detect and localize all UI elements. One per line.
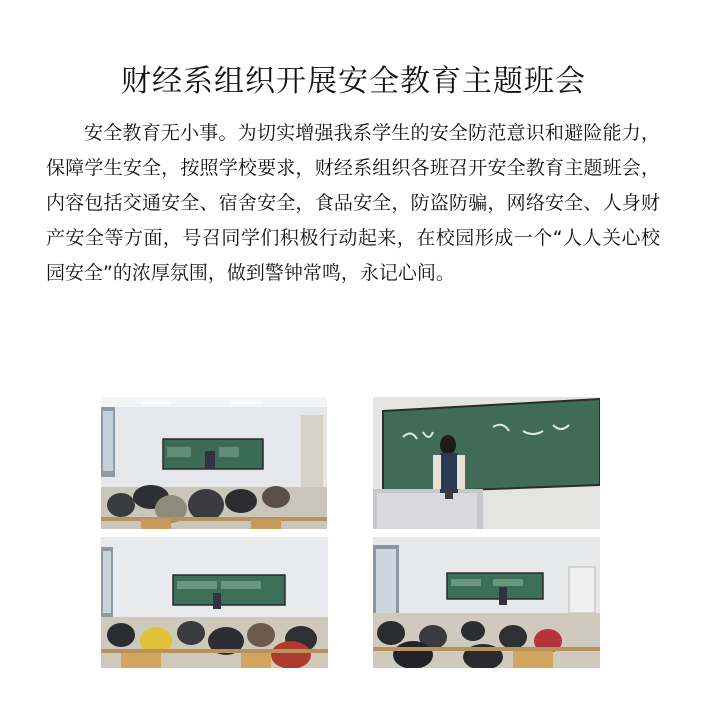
classroom-meeting-photo (101, 397, 327, 529)
student-speaker-photo (373, 397, 600, 529)
classroom-meeting-rear-photo (373, 537, 600, 668)
article-body: 安全教育无小事。为切实增强我系学生的安全防范意识和避险能力，保障学生安全，按照学校要求，财经系组织各班召开安全教育主题班会，内容包括交通安全、宿舍安全，食品安全，防盗防骗，网络安全、人身财产安全等方面，号召同学们积极行动起来，在校园形成一个“人人关心校园安全”的浓厚氛围，做到警钟常鸣，永记心间。 (46, 122, 660, 284)
classroom-students-photo (101, 537, 328, 668)
article-title: 财经系组织开展安全教育主题班会 (121, 64, 586, 99)
